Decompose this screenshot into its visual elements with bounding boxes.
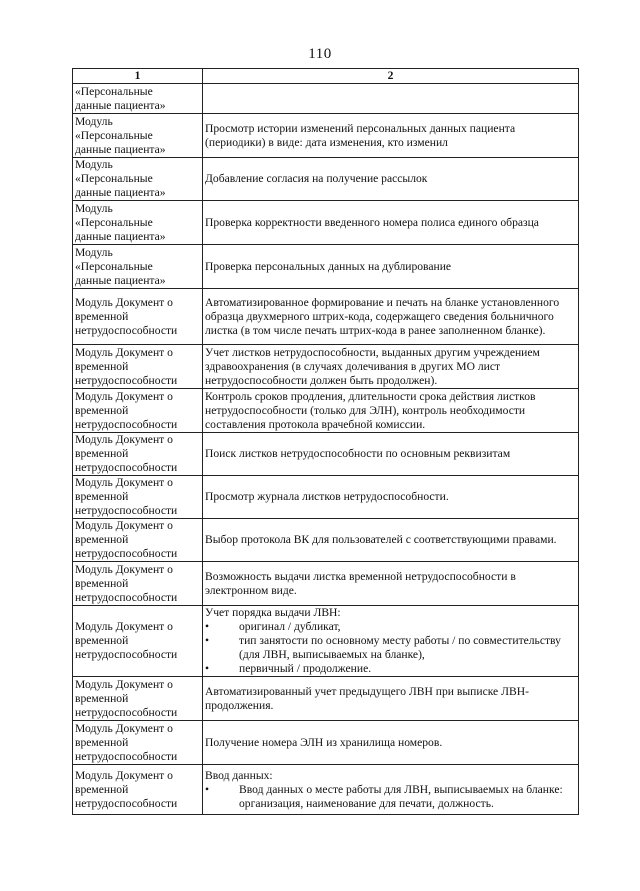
module-cell: Модуль Документ о временной нетрудоспособности bbox=[73, 476, 203, 519]
table-row bbox=[73, 84, 579, 114]
module-cell: Модуль «Персональные данные пациента» bbox=[73, 158, 203, 201]
module-cell: Модуль Документ о временной нетрудоспособности bbox=[73, 389, 203, 433]
table-header-row bbox=[73, 69, 579, 84]
function-cell bbox=[203, 158, 579, 201]
function-cell bbox=[203, 562, 579, 606]
function-cell bbox=[203, 519, 579, 562]
function-text: Проверка персональных данных на дублирование bbox=[205, 259, 452, 273]
table-row bbox=[73, 158, 579, 201]
table-row bbox=[73, 389, 579, 433]
function-text: Выбор протокола ВК для пользователей с соответствующими правами. bbox=[205, 533, 557, 546]
function-cell bbox=[203, 245, 579, 289]
table-row bbox=[73, 677, 579, 721]
function-text: Поиск листков нетрудоспособности по основным реквизитам bbox=[205, 447, 511, 460]
bullet-list bbox=[205, 783, 576, 811]
table-row bbox=[73, 606, 579, 677]
table-row bbox=[73, 562, 579, 606]
module-cell: «Персональные данные пациента» bbox=[73, 84, 203, 114]
requirements-table bbox=[72, 68, 579, 815]
function-text: Просмотр истории изменений персональных данных пациента (периодики) в виде: дата изменения, кто изменил bbox=[205, 121, 516, 149]
function-cell bbox=[203, 433, 579, 476]
function-cell bbox=[203, 476, 579, 519]
module-cell: Модуль Документ о временной нетрудоспособности bbox=[73, 562, 203, 606]
table-row bbox=[73, 721, 579, 765]
module-cell: Модуль Документ о временной нетрудоспособности bbox=[73, 433, 203, 476]
bullet-item: • Ввод данных о месте работы для ЛВН, выписываемых на бланке: организация, наименование для печати, должность. bbox=[205, 783, 576, 811]
module-cell: Модуль «Персональные данные пациента» bbox=[73, 245, 203, 289]
function-cell bbox=[203, 606, 579, 677]
bullet-item: • тип занятости по основному месту работы / по совместительству (для ЛВН, выписываемых на бланке), bbox=[205, 634, 576, 662]
function-text: Автоматизированный учет предыдущего ЛВН при выписке ЛВН-продолжения. bbox=[205, 684, 529, 712]
function-cell bbox=[203, 289, 579, 345]
column-header-1: 1 bbox=[73, 69, 203, 84]
function-text: Учет листков нетрудоспособности, выданных другим учреждением здравоохранения (в случаях долечивания в других МО лист нетрудоспособности должен быть продолжен). bbox=[205, 345, 540, 387]
module-cell: Модуль Документ о временной нетрудоспособности bbox=[73, 345, 203, 389]
bullet-list bbox=[205, 620, 576, 676]
function-cell bbox=[203, 677, 579, 721]
function-cell bbox=[203, 721, 579, 765]
table-body bbox=[73, 84, 579, 815]
module-cell: Модуль Документ о временной нетрудоспособности bbox=[73, 677, 203, 721]
column-header-2: 2 bbox=[203, 69, 579, 84]
module-cell: Модуль Документ о временной нетрудоспособности bbox=[73, 721, 203, 765]
module-cell: Модуль Документ о временной нетрудоспособности bbox=[73, 765, 203, 815]
page-number: 110 bbox=[308, 46, 332, 62]
module-cell: Модуль «Персональные данные пациента» bbox=[73, 114, 203, 158]
table-row bbox=[73, 345, 579, 389]
function-cell bbox=[203, 765, 579, 815]
module-cell: Модуль «Персональные данные пациента» bbox=[73, 201, 203, 245]
table-row bbox=[73, 476, 579, 519]
table-row bbox=[73, 289, 579, 345]
table-row bbox=[73, 201, 579, 245]
table-row bbox=[73, 765, 579, 815]
module-cell: Модуль Документ о временной нетрудоспособности bbox=[73, 519, 203, 562]
function-text: Возможность выдачи листка временной нетрудоспособности в электронном виде. bbox=[205, 569, 516, 597]
function-text: Ввод данных: bbox=[205, 768, 273, 782]
bullet-item: • первичный / продолжение. bbox=[205, 662, 576, 676]
function-text: Получение номера ЭЛН из хранилища номеров. bbox=[205, 735, 443, 749]
function-cell bbox=[203, 114, 579, 158]
bullet-item: • оригинал / дубликат, bbox=[205, 620, 576, 634]
module-cell: Модуль Документ о временной нетрудоспособности bbox=[73, 606, 203, 677]
table-row bbox=[73, 114, 579, 158]
function-text: Учет порядка выдачи ЛВН: bbox=[205, 606, 341, 619]
module-cell: Модуль Документ о временной нетрудоспособности bbox=[73, 289, 203, 345]
function-text: Автоматизированное формирование и печать на бланке установленного образца двухмерного штрих-кода, содержащего сведения больничного листка (в том числе печать штрих-кода в ранее заполненном бланке). bbox=[205, 295, 560, 337]
table-row bbox=[73, 433, 579, 476]
table-row bbox=[73, 245, 579, 289]
function-text: Добавление согласия на получение рассылок bbox=[205, 172, 428, 185]
function-text: Просмотр журнала листков нетрудоспособности. bbox=[205, 490, 449, 503]
table-row bbox=[73, 519, 579, 562]
function-cell bbox=[203, 201, 579, 245]
function-cell bbox=[203, 389, 579, 433]
function-text: Контроль сроков продления, длительности срока действия листков нетрудоспособности (только для ЭЛН), контроль необходимости составления протокола врачебной комиссии. bbox=[205, 389, 536, 431]
function-cell bbox=[203, 84, 579, 114]
function-text: Проверка корректности введенного номера полиса единого образца bbox=[205, 215, 539, 229]
function-cell bbox=[203, 345, 579, 389]
